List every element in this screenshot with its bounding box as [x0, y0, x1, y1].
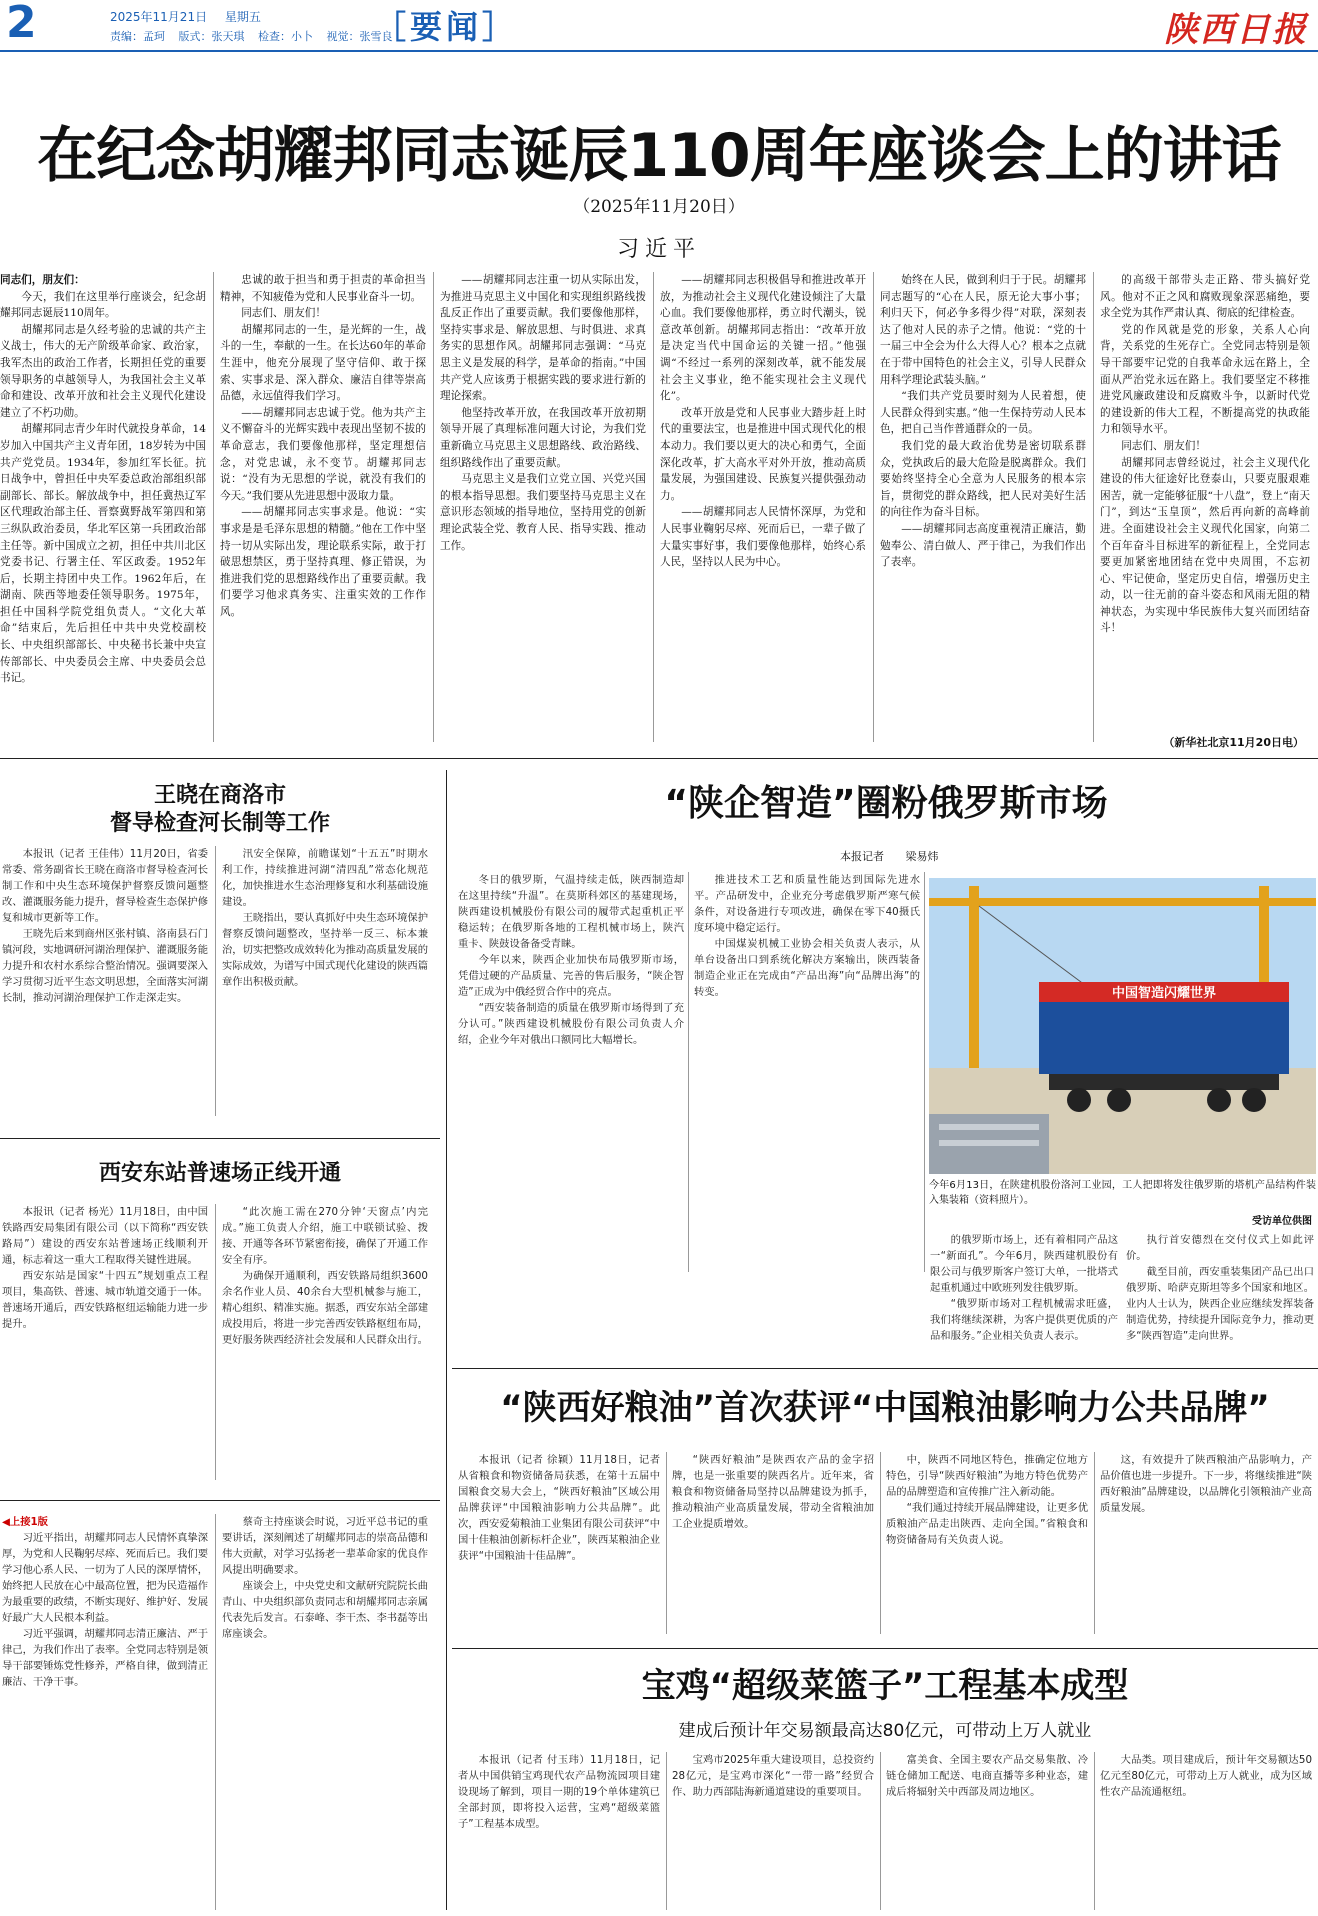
article-paragraph: 王晓先后来到商州区张村镇、洛南县石门镇河段，实地调研河湖治理保护、灌溉服务能力提升和农村水系综合整治情况。强调要深入学习贯彻习近平生态文明思想，全面落实河湖长制，推动河湖治理保护工作走深走实。 [2, 928, 208, 1004]
article-paragraph: 本报讯（记者 付玉玮）11月18日，记者从中国供销宝鸡现代农产品物流园项目建设现场了解到，项目一期的19个单体建筑已全部封顶，即将投入运营，宝鸡“超级菜篮子”工程基本成型。 [458, 1754, 660, 1830]
article-paragraph: 中，陕西不同地区特色，推确定位地方特色，引导“陕西好粮油”为地方特色优势产品的品牌塑造和宣传推广注入新动能。 [886, 1454, 1088, 1498]
jump-wrapper [2, 1514, 208, 1530]
shangluo-title-line2: 督导检查河长制等工作 [109, 811, 330, 836]
speech-author: 习近平 [616, 237, 701, 262]
shangluo-title [0, 782, 440, 838]
article-paragraph: 汛安全保障，前瞻谋划“十五五”时期水利工作，持续推进河湖“清四乱”常态化规范化，加快推进水生态治理修复和水利基础设施建设。 [222, 848, 428, 908]
article-rule [452, 1648, 1318, 1649]
grain-oil-body-col1 [458, 1452, 660, 1638]
column-divider [880, 1452, 881, 1634]
continued-from-label[interactable]: ◀上接1版 [2, 1516, 48, 1528]
article-paragraph: 的俄罗斯市场上，还有着相同产品这一“新面孔”。今年6月，陕西建机股份有限公司与俄罗斯客户签订大单，一批塔式起重机通过中欧班列发往俄罗斯。 [930, 1234, 1118, 1294]
column-divider [433, 272, 434, 742]
crane-container-illustration [929, 878, 1316, 1174]
column-divider [1094, 1752, 1095, 1910]
speech-salutation: 同志们，朋友们： [0, 274, 85, 286]
speech-paragraph: 他坚持改革开放，在我国改革开放初期领导开展了真理标准问题大讨论，为我们党重新确立马克思主义思想路线、政治路线、组织路线作出了重要贡献。 [440, 406, 646, 469]
shangluo-body-col1 [2, 846, 208, 1122]
baoji-title: 宝鸡“超级菜篮子”工程基本成型 [641, 1666, 1129, 1706]
baoji-body-col4 [1100, 1752, 1312, 1912]
speech-paragraph: 改革开放是党和人民事业大踏步赶上时代的重要法宝，也是推进中国式现代化的根本动力。我们要以更大的决心和勇气，全面深化改革，扩大高水平对外开放，推动高质量发展，为强国建设、民族复兴提供强劲动力。 [660, 406, 866, 502]
article-paragraph: 中国煤炭机械工业协会相关负责人表示，从单台设备出口到系统化解决方案输出，陕西装备制造企业正在完成由“产品出海”向“品牌出海”的转变。 [694, 938, 920, 998]
article-paragraph: 蔡奇主持座谈会时说，习近平总书记的重要讲话，深刻阐述了胡耀邦同志的崇高品德和伟大贡献，对学习弘扬老一辈革命家的优良作风提出明确要求。 [222, 1516, 428, 1576]
xian-station-title: 西安东站普速场正线开通 [98, 1161, 341, 1186]
baoji-body-col1 [458, 1752, 660, 1912]
article-paragraph: 大品类。项目建成后，预计年交易额达50亿元至80亿元，可带动上万人就业，成为区域性农产品流通枢纽。 [1100, 1754, 1312, 1798]
speech-column-2 [220, 272, 426, 752]
article-paragraph: “俄罗斯市场对工程机械需求旺盛，我们将继续深耕，为客户提供更优质的产品和服务。”企业相关负责人表示。 [930, 1298, 1118, 1342]
photo-banner-text: 中国智造闪耀世界 [1111, 986, 1217, 1001]
article-paragraph: 本报讯（记者 王佳伟）11月20日，省委常委、常务副省长王晓在商洛市督导检查河长制工作和中央生态环境保护督察反馈问题整改、灌溉服务能力提升，督导检查生态保护修复和城市更新等工作。 [2, 848, 208, 924]
column-divider [215, 1204, 216, 1480]
russia-photo [929, 878, 1316, 1174]
article-paragraph: 西安东站是国家“十四五”规划重点工程项目，集高铁、普速、城市轨道交通于一体。普速场开通后，西安铁路枢纽运输能力进一步提升。 [2, 1270, 208, 1330]
speech-body [0, 272, 1318, 752]
speech-paragraph: 胡耀邦同志青少年时代就投身革命，14岁加入中国共产主义青年团，18岁转为中国共产党党员。1934年，参加红军长征。抗日战争中，曾担任中央军委总政治部组织部副部长、部长。解放战争中，担任冀热辽军区代理政治部主任、晋察冀野战军第四和第三纵队政治委员，华北军区第一兵团政治部主任等。新中国成立之初，担任中共川北区党委书记、行署主任、军区政委。1952年后，长期主持团中央工作。1962年后，在湖南、陕西等地委任领导职务。1975年，担任中国科学院党组负责人。“文化大革命”结束后，先后担任中共中央党校副校长、中央组织部部长、中央秘书长兼中央宣传部部长、中央委员会主席、中央委员会总书记。 [0, 423, 206, 685]
article-rule [0, 1500, 440, 1501]
article-paragraph: “陕西好粮油”是陕西农产品的金字招牌，也是一张重要的陕西名片。近年来，省粮食和物资储备局坚持以品牌建设为抓手，推动粮油产业高质量发展，带动全省粮油加工企业提质增效。 [672, 1454, 874, 1530]
article-paragraph: 今年以来，陕西企业加快布局俄罗斯市场，凭借过硬的产品质量、完善的售后服务，“陕企智造”正成为中俄经贸合作中的亮点。 [458, 954, 684, 998]
speech-paragraph: 忠诚的敢于担当和勇于担责的革命担当精神，不知疲倦为党和人民事业奋斗一切。 [220, 274, 426, 303]
article-paragraph: 为确保开通顺利，西安铁路局组织3600余名作业人员、40余台大型机械参与施工，精心组织、精准实施。据悉，西安东站全部建成投用后，将进一步完善西安铁路枢纽布局，更好服务陕西经济社会发展和人民群众出行。 [222, 1270, 428, 1346]
checker-credit: 检查：小卜 [258, 30, 313, 43]
article-paragraph: 习近平指出，胡耀邦同志人民情怀真挚深厚，为党和人民鞠躬尽瘁、死而后已。我们要学习他心系人民、一切为了人民的深厚情怀，始终把人民放在心中最高位置，把为民造福作为最重要的政绩，不断实现好、维护好、发展好最广大人民根本利益。 [2, 1532, 208, 1624]
speech-paragraph: ——胡耀邦同志积极倡导和推进改革开放，为推动社会主义现代化建设倾注了大量心血。我们要像他那样，勇立时代潮头，锐意改革创新。胡耀邦同志指出：“改革开放是决定当代中国命运的关键一招。”他强调“不经过一系列的深刻改革，就不能发展社会主义事业，绝不能实现社会主义现代化”。 [660, 274, 866, 403]
reporter-name: 梁易炜 [905, 850, 939, 863]
speech-paragraph: ——胡耀邦同志高度重视清正廉洁，勤勉奉公、清白做人、严于律己，为我们作出了表率。 [880, 522, 1086, 569]
speech-column-6 [1100, 272, 1310, 730]
photo-caption: 今年6月13日，在陕建机股份洛河工业园，工人把即将发往俄罗斯的塔机产品结构件装入集装箱（资料照片）。 [929, 1180, 1316, 1206]
speech-column-4 [660, 272, 866, 752]
speech-column-3 [440, 272, 646, 752]
section-rule [0, 758, 1318, 759]
baoji-body-col3 [886, 1752, 1088, 1912]
speech-paragraph: ——胡耀邦同志忠诚于党。他为共产主义不懈奋斗的光辉实践中表现出坚韧不拔的革命意志，我们要像他那样，坚定理想信念，对党忠诚，永不变节。胡耀邦同志说：“没有为无思想的学说，就没有我们的今天。”我们要从先进思想中汲取力量。 [220, 406, 426, 502]
speech-paragraph: 同志们、朋友们！ [1121, 439, 1206, 452]
date-text: 2025年11月21日 [110, 10, 208, 24]
speech-paragraph: ——胡耀邦同志人民情怀深厚，为党和人民事业鞠躬尽瘁、死而后已，一辈子做了大量实事好事，我们要像他那样，始终心系人民，坚持以人民为中心。 [660, 506, 866, 569]
speech-paragraph: 的高级干部带头走正路、带头搞好党风。他对不正之风和腐败现象深恶痛绝，要求全党为其作严肃认真、彻底的纪律检查。 [1100, 274, 1310, 320]
page-number: 2 [6, 0, 37, 48]
shangluo-title-line1: 王晓在商洛市 [153, 783, 286, 808]
article-paragraph: 推进技术工艺和质量性能达到国际先进水平。产品研发中，企业充分考虑俄罗斯严寒气候条件，对设备进行专项改进，确保在零下40摄氏度环境中稳定运行。 [694, 874, 920, 934]
article-paragraph: 宝鸡市2025年重大建设项目，总投资约28亿元，是宝鸡市深化“一带一路”经贸合作、助力西部陆海新通道建设的重要项目。 [672, 1754, 874, 1798]
column-divider [213, 272, 214, 742]
column-divider [215, 846, 216, 1116]
speech-date: （2025年11月20日） [573, 197, 745, 217]
russia-body-col3 [930, 1232, 1118, 1356]
shangluo-body-col2 [222, 846, 428, 1122]
column-divider [924, 872, 925, 1272]
speech-paragraph: 胡耀邦同志是久经考验的忠诚的共产主义战士，伟大的无产阶级革命家、政治家，我军杰出的政治工作者，长期担任党的重要领导职务的卓越领导人，为我国社会主义革命和建设、改革开放和社会主义现代化建设建立了不朽功勋。 [0, 323, 206, 419]
speech-paragraph: ——胡耀邦同志注重一切从实际出发，为推进马克思主义中国化和实现组织路线拨乱反正作出了重要贡献。我们要像他那样，坚持实事求是、解放思想、与时俱进、求真务实的思想作风。胡耀邦同志强调：“马克思主义是发展的科学，是革命的指南。”中国共产党人应该勇于根据实践的要求进行新的理论探索。 [440, 274, 646, 403]
masthead [0, 0, 1318, 52]
grain-oil-body-col2 [672, 1452, 874, 1638]
photo-credit: 受访单位供图 [1252, 1216, 1312, 1227]
article-paragraph: 习近平强调，胡耀邦同志清正廉洁、严于律己，为我们作出了表率。全党同志特别是领导干部要锤炼党性修养，严格自律，做到清正廉洁、干净干事。 [2, 1628, 208, 1688]
column-divider [688, 872, 689, 1272]
article-paragraph: 执行首安德烈在交付仪式上如此评价。 [1126, 1234, 1314, 1262]
xian-station-body-col2 [222, 1204, 428, 1484]
speech-paragraph: “我们共产党员要时刻为人民着想，使人民群众得到实惠。”他一生保持劳动人民本色，把自己当作普通群众的一员。 [880, 390, 1086, 436]
weekday-text: 星期五 [224, 10, 261, 24]
grain-oil-title: “陕西好粮油”首次获评“中国粮油影响力公共品牌” [500, 1388, 1270, 1428]
russia-title: “陕企智造”圈粉俄罗斯市场 [664, 783, 1108, 824]
visual-credit: 视觉：张雪良 [326, 30, 393, 43]
article-paragraph: 截至目前，西安重装集团产品已出口俄罗斯、哈萨克斯坦等多个国家和地区。业内人士认为，陕西企业应继续发挥装备制造优势，持续提升国际竞争力，推动更多“陕西智造”走向世界。 [1126, 1266, 1314, 1342]
column-divider [873, 272, 874, 742]
russia-reporter [840, 848, 957, 864]
column-divider [666, 1452, 667, 1634]
article-paragraph: 这，有效提升了陕西粮油产品影响力，产品价值也进一步提升。下一步，将继续推进“陕西好粮油”品牌建设，以品牌化引领粮油产业高质量发展。 [1100, 1454, 1312, 1514]
column-divider [1094, 1452, 1095, 1634]
article-rule [0, 1138, 440, 1139]
section-title: ［要闻］ [374, 8, 519, 46]
speech-paragraph: 党的作风就是党的形象，关系人心向背，关系党的生死存亡。全党同志特别是领导干部要牢记党的自我革命永远在路上，全面从严治党永远在路上。我们要坚定不移推进党风廉政建设和反腐败斗争，以新时代党的建设新的伟大工程，不断提高党的执政能力和领导水平。 [1100, 323, 1310, 436]
editor-credit: 责编：孟珂 [110, 30, 165, 43]
column-divider [215, 1514, 216, 1910]
article-paragraph: 冬日的俄罗斯，气温持续走低，陕西制造却在这里持续“升温”。在莫斯科郊区的基建现场，陕西建设机械股份有限公司的履带式起重机正平稳运转；在俄罗斯各地的工程机械市场上，陕汽重卡、陕鼓设备备受青睐。 [458, 874, 684, 950]
speech-column-5 [880, 272, 1086, 752]
article-paragraph: 本报讯（记者 杨光）11月18日，由中国铁路西安局集团有限公司（以下简称“西安铁路局”）建设的西安东站普速场正线顺利开通，标志着这一重大工程取得关键性进展。 [2, 1206, 208, 1266]
speech-column-1 [0, 272, 206, 752]
continued-body-col1 [2, 1514, 208, 1912]
article-paragraph: 富美食、全国主要农产品交易集散、冷链仓储加工配送、电商直播等多种业态，建成后将辐射关中西部及周边地区。 [886, 1754, 1088, 1798]
article-paragraph: “西安装备制造的质量在俄罗斯市场得到了充分认可。”陕西建设机械股份有限公司负责人介绍，企业今年对俄出口额同比大幅增长。 [458, 1002, 684, 1046]
russia-body-col2 [694, 872, 920, 1280]
column-divider [1093, 272, 1094, 742]
article-paragraph: “此次施工需在270分钟‘天窗点’内完成。”施工负责人介绍，施工中联锁试验、拨接、开通等各环节紧密衔接，确保了开通工作安全有序。 [222, 1206, 428, 1266]
article-rule [452, 1368, 1318, 1369]
article-paragraph: 本报讯（记者 徐颖）11月18日，记者从省粮食和物资储备局获悉，在第十五届中国粮食交易大会上，“陕西好粮油”区域公用品牌获评“中国粮油影响力公共品牌”。此次，西安爱菊粮油工业集团有限公司获评“中国十佳粮油创新标杆企业”，陕西某粮油企业获评“中国粮油十佳品牌”。 [458, 1454, 660, 1562]
speech-paragraph: 同志们、朋友们！ [241, 307, 326, 320]
russia-body-col4 [1126, 1232, 1314, 1356]
continued-body-col2 [222, 1514, 428, 1912]
speech-source: （新华社北京11月20日电） [1163, 736, 1304, 749]
xian-station-body-col1 [2, 1204, 208, 1484]
article-paragraph: “我们通过持续开展品牌建设，让更多优质粮油产品走出陕西、走向全国。”省粮食和物资储备局有关负责人说。 [886, 1502, 1088, 1546]
speech-paragraph: 胡耀邦同志曾经说过，社会主义现代化建设的伟大征途好比登泰山，只要克服艰难困苦，就一定能够征服“十八盘”，登上“南天门”，到达“玉皇顶”，然后再向新的高峰前进。全面建设社会主义现代化国家，向第二个百年奋斗目标进军的新征程上，全党同志要更加紧密地团结在党中央周围，不忘初心、牢记使命，坚定历史自信，增强历史主动，以一往无前的奋斗姿态和风雨无阻的精神状态，为实现中华民族伟大复兴而团结奋斗！ [1100, 456, 1310, 635]
speech-paragraph: 马克思主义是我们立党立国、兴党兴国的根本指导思想。我们要坚持马克思主义在意识形态领域的指导地位，坚持用党的创新理论武装全党、教育人民、指导实践、推动工作。 [440, 473, 646, 552]
issue-date [110, 8, 275, 25]
article-paragraph: 王晓指出，要认真抓好中央生态环境保护督察反馈问题整改，坚持举一反三、标本兼治，切实把整改成效转化为推动高质量发展的实际成效，为谱写中国式现代化建设的陕西篇章作出积极贡献。 [222, 912, 428, 988]
speech-paragraph: 始终在人民，做到利归于于民。胡耀邦同志题写的“心在人民，原无论大事小事；利归天下，何必争多得少得”对联，深刻表达了他对人民的赤子之情。他说：“党的十一届三中全会为什么大得人心？根本之点就在于带中国特色的社会主义，引导人民群众用科学理论武装头脑。” [880, 274, 1086, 386]
baoji-subtitle: 建成后预计年交易额最高达80亿元，可带动上万人就业 [678, 1721, 1092, 1741]
russia-body-col1 [458, 872, 684, 1280]
grain-oil-body-col3 [886, 1452, 1088, 1638]
designer-credit: 版式：张天琪 [178, 30, 245, 43]
section-divider [446, 770, 447, 1910]
reporter-label: 本报记者 [840, 850, 884, 863]
column-divider [653, 272, 654, 742]
baoji-body-col2 [672, 1752, 874, 1912]
speech-paragraph: 我们党的最大政治优势是密切联系群众，党执政后的最大危险是脱离群众。我们要始终坚持全心全意为人民服务的根本宗旨，贯彻党的群众路线，把人民对美好生活的向往作为奋斗目标。 [880, 439, 1086, 519]
column-divider [880, 1752, 881, 1910]
speech-paragraph: 胡耀邦同志的一生，是光辉的一生，战斗的一生，奉献的一生。在长达60年的革命生涯中，他充分展现了坚守信仰、敢于探索、实事求是、深入群众、廉洁自律等崇高品德，永远值得我们学习。 [220, 323, 426, 403]
speech-paragraph: ——胡耀邦同志实事求是。他说：“实事求是是毛泽东思想的精髓。”他在工作中坚持一切从实际出发，理论联系实际，敢于打破思想禁区，勇于坚持真理、修正错误，为推进我们党的思想路线作出了重要贡献。我们要学习他求真务实、注重实效的工作作风。 [220, 506, 426, 618]
newspaper-logo: 陕西日报 [1164, 10, 1308, 50]
speech-paragraph: 今天，我们在这里举行座谈会，纪念胡耀邦同志诞辰110周年。 [0, 290, 206, 320]
staff-credits [110, 28, 403, 44]
grain-oil-body-col4 [1100, 1452, 1312, 1638]
speech-headline: 在纪念胡耀邦同志诞辰110周年座谈会上的讲话 [37, 121, 1281, 191]
column-divider [666, 1752, 667, 1910]
article-paragraph: 座谈会上，中央党史和文献研究院院长曲青山、中央组织部负责同志和胡耀邦同志亲属代表先后发言。石泰峰、李干杰、李书磊等出席座谈会。 [222, 1580, 428, 1640]
